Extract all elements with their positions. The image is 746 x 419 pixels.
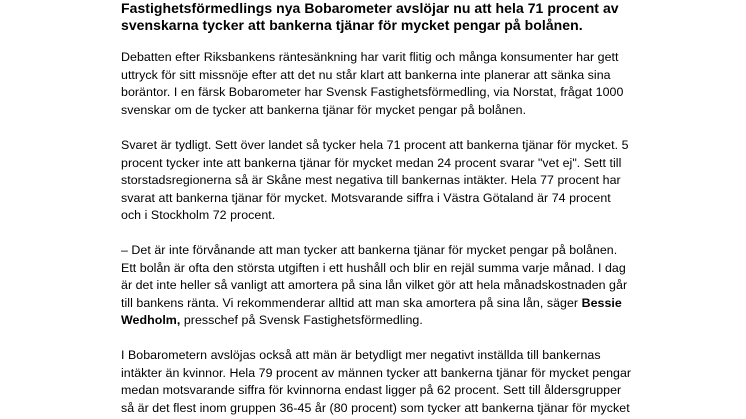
text-line: Debatten efter Riksbankens räntesänkning har varit flitig och många konsumenter har gett xyxy=(121,50,619,64)
text-line: är det inte heller så vanligt att amortera på sina lån vilket gör att hela månadskostnaden går xyxy=(121,278,628,292)
text-line xyxy=(121,312,627,330)
document-page xyxy=(121,0,721,415)
text-line: Svaret är tydligt. Sett över landet så tycker hela 71 procent att bankerna tjänar för mycket. 5 xyxy=(121,138,629,152)
text-line: svarat att bankerna tjänar för mycket. Motsvarande siffra i Västra Götaland är 74 procent xyxy=(121,190,611,205)
text-line: Ett bolån är ofta den största utgiften i ett hushåll och blir en rejäl summa varje månad. I dag xyxy=(121,260,626,275)
paragraph-intro xyxy=(121,49,623,119)
text-line: storstadsregionerna så är Skåne mest negativa till bankernas intäkter. Hela 77 procent har xyxy=(121,173,621,187)
text-line: uttryck för sitt missnöje efter att det nu står klart att bankerna inte planerar att sänka sina xyxy=(121,67,611,82)
headline-line: svenskarna tycker att bankerna tjänar för mycket pengar på bolånen. xyxy=(121,17,583,33)
headline-line: Fastighetsförmedlings nya Bobarometer avslöjar nu att hela 71 procent av xyxy=(121,0,619,16)
speaker-role: presschef på Svensk Fastighetsförmedling. xyxy=(180,313,423,327)
text-line: så är det flest inom gruppen 36-45 år (80 procent) som tycker att bankerna tjänar för mycket xyxy=(121,400,630,415)
text-line: och i Stockholm 72 procent. xyxy=(121,208,276,222)
text-line: boräntor. I en färsk Bobarometer har Svensk Fastighetsförmedling, via Norstat, frågat 1000 xyxy=(121,85,624,99)
paragraph-results xyxy=(121,137,629,225)
text-line: I Bobarometern avslöjas också att män är betydligt mer negativt inställda till bankernas xyxy=(121,348,601,362)
text-line: medan motsvarande siffra för kvinnorna endast ligger på 62 procent. Sett till åldersgrupper xyxy=(121,383,622,397)
text-line xyxy=(121,295,627,313)
text-line: procent tycker inte att bankerna tjänar för mycket medan 24 procent svarar "vet ej". Sett till xyxy=(121,155,622,170)
speaker-first-name: Bessie xyxy=(581,295,622,310)
paragraph-quote xyxy=(121,242,627,330)
text-line: – Det är inte förvånande att man tycker att bankerna tjänar för mycket pengar på bolånen. xyxy=(121,243,618,257)
article-headline xyxy=(121,0,721,34)
text-line: svenskar om de tycker att bankerna tjänar för mycket pengar på bolånen. xyxy=(121,102,527,117)
text-line: intäkter än kvinnor. Hela 79 procent av männen tycker att bankerna tjänar för mycket pengar xyxy=(121,365,632,380)
speaker-last-name: Wedholm, xyxy=(121,313,181,327)
paragraph-gender xyxy=(121,347,631,417)
quote-text: till bankens ränta. Vi rekommenderar alltid att man ska amortera på sina lån, säger xyxy=(121,295,582,310)
